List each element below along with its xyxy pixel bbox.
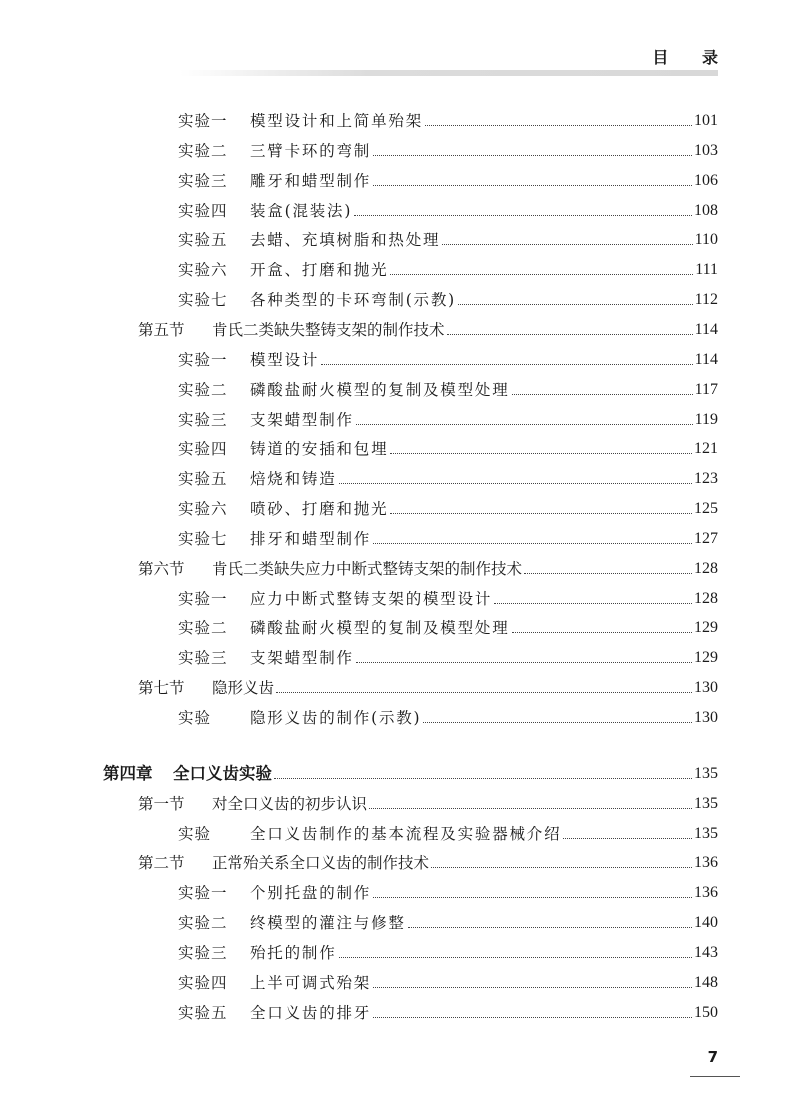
toc-entry-label bbox=[178, 588, 492, 610]
toc-entry-title: 排牙和蜡型制作 bbox=[250, 530, 372, 548]
toc-entry-label bbox=[178, 912, 406, 934]
toc-entry-number: 实验一 bbox=[178, 351, 228, 369]
toc-experiment-entry bbox=[178, 498, 718, 520]
toc-entry-number: 实验 bbox=[178, 709, 212, 727]
toc-entry-title: 正常殆关系全口义齿的制作技术 bbox=[212, 854, 430, 872]
toc-entry-label bbox=[178, 647, 354, 669]
toc-entry-number: 实验 bbox=[178, 825, 212, 843]
toc-entry-page: 108 bbox=[694, 202, 718, 219]
toc-entry-number: 实验五 bbox=[178, 1004, 228, 1022]
toc-entry-number: 实验一 bbox=[178, 112, 228, 130]
toc-entry-title: 支架蜡型制作 bbox=[250, 649, 354, 667]
toc-entry-page: 111 bbox=[695, 261, 718, 278]
toc-entry-title: 三臂卡环的弯制 bbox=[250, 142, 372, 160]
toc-entry-page: 148 bbox=[694, 974, 718, 991]
toc-entry-page: 127 bbox=[694, 530, 718, 547]
toc-entry-number: 实验三 bbox=[178, 411, 228, 429]
toc-dot-leader bbox=[423, 722, 692, 723]
toc-entry-title: 全口义齿实验 bbox=[173, 764, 272, 783]
page-number: 7 bbox=[707, 1048, 718, 1066]
toc-entry-page: 117 bbox=[694, 381, 718, 398]
toc-entry-label bbox=[178, 229, 440, 251]
toc-entry-page: 140 bbox=[694, 914, 718, 931]
toc-experiment-entry bbox=[178, 110, 718, 132]
toc-entry-label bbox=[178, 882, 371, 904]
toc-section-entry bbox=[138, 558, 718, 580]
toc-entry-label bbox=[178, 170, 371, 192]
toc-dot-leader bbox=[442, 244, 692, 245]
toc-entry-title: 对全口义齿的初步认识 bbox=[212, 795, 368, 813]
toc-dot-leader bbox=[390, 513, 692, 514]
toc-dot-leader bbox=[321, 364, 692, 365]
toc-entry-page: 135 bbox=[694, 825, 718, 842]
toc-entry-title: 殆托的制作 bbox=[250, 944, 337, 962]
toc-entry-title: 各种类型的卡环弯制(示教) bbox=[250, 291, 456, 309]
toc-entry-page: 106 bbox=[694, 172, 718, 189]
toc-experiment-entry bbox=[178, 647, 718, 669]
toc-entry-title: 焙烧和铸造 bbox=[250, 470, 337, 488]
toc-experiment-entry bbox=[178, 170, 718, 192]
toc-dot-leader bbox=[354, 215, 692, 216]
toc-entry-page: 136 bbox=[694, 854, 718, 871]
toc-entry-title: 个别托盘的制作 bbox=[250, 884, 372, 902]
toc-entry-number: 实验三 bbox=[178, 649, 228, 667]
toc-entry-page: 119 bbox=[694, 411, 718, 428]
toc-entry-number: 第七节 bbox=[138, 679, 185, 697]
toc-dot-leader bbox=[373, 987, 692, 988]
toc-entry-page: 129 bbox=[694, 619, 718, 636]
toc-entry-page: 125 bbox=[694, 500, 718, 517]
toc-entry-page: 129 bbox=[694, 649, 718, 666]
toc-dot-leader bbox=[276, 692, 692, 693]
toc-dot-leader bbox=[431, 867, 692, 868]
toc-section-entry bbox=[138, 677, 718, 699]
toc-entry-label bbox=[178, 528, 371, 550]
toc-entry-page: 112 bbox=[694, 291, 718, 308]
toc-experiment-entry bbox=[178, 200, 718, 222]
toc-entry-title: 雕牙和蜡型制作 bbox=[250, 172, 372, 190]
toc-entry-page: 114 bbox=[694, 351, 718, 368]
toc-dot-leader bbox=[373, 1017, 692, 1018]
toc-dot-leader bbox=[356, 662, 692, 663]
toc-dot-leader bbox=[373, 543, 692, 544]
toc-entry-title: 装盒(混装法) bbox=[250, 202, 353, 220]
toc-experiment-entry bbox=[178, 438, 718, 460]
toc-entry-label bbox=[138, 793, 367, 815]
toc-dot-leader bbox=[339, 957, 692, 958]
toc-entry-title: 支架蜡型制作 bbox=[250, 411, 354, 429]
toc-dot-leader bbox=[524, 573, 692, 574]
toc-entry-title: 全口义齿的排牙 bbox=[250, 1004, 372, 1022]
toc-dot-leader bbox=[447, 334, 693, 335]
toc-dot-leader bbox=[373, 155, 692, 156]
toc-entry-number: 实验一 bbox=[178, 884, 228, 902]
toc-entry-title: 应力中断式整铸支架的模型设计 bbox=[250, 590, 493, 608]
toc-entry-page: 135 bbox=[694, 765, 718, 782]
toc-entry-page: 150 bbox=[694, 1004, 718, 1021]
toc-entry-number: 实验三 bbox=[178, 172, 228, 190]
toc-dot-leader bbox=[339, 483, 692, 484]
toc-entry-title: 开盒、打磨和抛光 bbox=[250, 261, 389, 279]
toc-entry-label bbox=[178, 823, 561, 845]
toc-entry-label bbox=[178, 110, 423, 132]
toc-entry-number: 实验六 bbox=[178, 261, 228, 279]
toc-experiment-entry bbox=[178, 617, 718, 639]
toc-entry-page: 135 bbox=[694, 795, 718, 812]
toc-entry-title: 全口义齿制作的基本流程及实验器械介绍 bbox=[250, 825, 562, 843]
toc-dot-leader bbox=[373, 897, 692, 898]
toc-entry-label bbox=[138, 852, 429, 874]
toc-dot-leader bbox=[408, 927, 692, 928]
toc-entry-number: 实验三 bbox=[178, 944, 228, 962]
toc-entry-number: 实验二 bbox=[178, 619, 228, 637]
toc-experiment-entry bbox=[178, 468, 718, 490]
toc-experiment-entry bbox=[178, 409, 718, 431]
toc-entry-label bbox=[178, 200, 352, 222]
toc-experiment-entry bbox=[178, 912, 718, 934]
toc-entry-label bbox=[178, 498, 388, 520]
toc-entry-page: 101 bbox=[694, 112, 718, 129]
toc-entry-label bbox=[178, 438, 388, 460]
toc-entry-number: 实验六 bbox=[178, 500, 228, 518]
toc-entry-title: 去蜡、充填树脂和热处理 bbox=[250, 231, 441, 249]
toc-entry-label bbox=[178, 468, 337, 490]
toc-entry-page: 136 bbox=[694, 884, 718, 901]
toc-entry-title: 上半可调式殆架 bbox=[250, 974, 372, 992]
toc-experiment-entry bbox=[178, 942, 718, 964]
toc-entry-page: 123 bbox=[694, 470, 718, 487]
toc-experiment-entry bbox=[178, 588, 718, 610]
toc-entry-page: 130 bbox=[694, 679, 718, 696]
toc-dot-leader bbox=[390, 453, 692, 454]
toc-entry-number: 实验五 bbox=[178, 231, 228, 249]
toc-entry-title: 隐形义齿的制作(示教) bbox=[250, 709, 422, 727]
toc-entry-label bbox=[178, 707, 421, 729]
toc-entry-page: 103 bbox=[694, 142, 718, 159]
toc-dot-leader bbox=[373, 185, 692, 186]
toc-entry-label bbox=[178, 1002, 371, 1024]
toc-entry-label bbox=[178, 409, 354, 431]
toc-entry-page: 130 bbox=[694, 709, 718, 726]
toc-dot-leader bbox=[458, 304, 693, 305]
toc-entry-page: 110 bbox=[694, 231, 718, 248]
toc-dot-leader bbox=[274, 778, 692, 779]
toc-dot-leader bbox=[356, 424, 693, 425]
toc-entry-title: 磷酸盐耐火模型的复制及模型处理 bbox=[250, 381, 510, 399]
toc-entry-label bbox=[178, 617, 510, 639]
toc-entry-title: 磷酸盐耐火模型的复制及模型处理 bbox=[250, 619, 510, 637]
toc-section-entry bbox=[138, 793, 718, 815]
toc-entry-title: 终模型的灌注与修整 bbox=[250, 914, 406, 932]
toc-entry-label bbox=[178, 259, 388, 281]
toc-entry-label bbox=[178, 349, 319, 371]
toc-entry-label bbox=[138, 558, 522, 580]
toc-experiment-entry bbox=[178, 289, 718, 311]
toc-entry-number: 实验四 bbox=[178, 974, 228, 992]
toc-entry-title: 喷砂、打磨和抛光 bbox=[250, 500, 389, 518]
toc-section-entry bbox=[138, 319, 718, 341]
toc-experiment-entry bbox=[178, 882, 718, 904]
toc-entry-number: 第六节 bbox=[138, 560, 185, 578]
toc-entry-title: 模型设计 bbox=[250, 351, 320, 369]
toc-entry-number: 第二节 bbox=[138, 854, 185, 872]
toc-entry-number: 实验四 bbox=[178, 202, 228, 220]
toc-entry-label bbox=[178, 379, 510, 401]
toc-experiment-entry bbox=[178, 140, 718, 162]
toc-experiment-entry bbox=[178, 707, 718, 729]
toc-entry-title: 模型设计和上简单殆架 bbox=[250, 112, 424, 130]
toc-experiment-entry bbox=[178, 379, 718, 401]
toc-entry-number: 实验四 bbox=[178, 440, 228, 458]
toc-entry-label bbox=[178, 942, 337, 964]
toc-entry-number: 实验二 bbox=[178, 381, 228, 399]
toc-entry-page: 128 bbox=[694, 560, 718, 577]
toc-entry-title: 铸道的安插和包埋 bbox=[250, 440, 389, 458]
toc-entry-number: 实验一 bbox=[178, 590, 228, 608]
toc-dot-leader bbox=[425, 125, 692, 126]
toc-dot-leader bbox=[390, 274, 693, 275]
toc-entry-title: 肯氏二类缺失应力中断式整铸支架的制作技术 bbox=[212, 560, 523, 578]
toc-dot-leader bbox=[369, 808, 692, 809]
toc-entry-label bbox=[178, 140, 371, 162]
toc-entry-number: 第四章 bbox=[103, 764, 153, 783]
toc-entry-number: 实验七 bbox=[178, 291, 228, 309]
toc-experiment-entry bbox=[178, 972, 718, 994]
toc-entry-title: 隐形义齿 bbox=[212, 679, 275, 697]
running-header-title: 目 录 bbox=[652, 48, 732, 67]
toc-entry-page: 143 bbox=[694, 944, 718, 961]
toc-experiment-entry bbox=[178, 823, 718, 845]
toc-entry-number: 实验七 bbox=[178, 530, 228, 548]
toc-entry-label bbox=[138, 677, 274, 699]
toc-entry-number: 实验二 bbox=[178, 914, 228, 932]
toc-dot-leader bbox=[563, 838, 692, 839]
toc-chapter-entry bbox=[103, 763, 718, 785]
toc-entry-label bbox=[103, 763, 272, 785]
toc-entry-label bbox=[138, 319, 445, 341]
toc-experiment-entry bbox=[178, 259, 718, 281]
toc-entry-number: 实验五 bbox=[178, 470, 228, 488]
toc-experiment-entry bbox=[178, 1002, 718, 1024]
toc-entry-number: 实验二 bbox=[178, 142, 228, 160]
toc-entry-number: 第一节 bbox=[138, 795, 185, 813]
toc-entry-page: 114 bbox=[694, 321, 718, 338]
toc-experiment-entry bbox=[178, 349, 718, 371]
toc-entry-page: 121 bbox=[694, 440, 718, 457]
toc-experiment-entry bbox=[178, 528, 718, 550]
footer-rule bbox=[690, 1076, 740, 1077]
toc-entry-label bbox=[178, 972, 371, 994]
toc-dot-leader bbox=[512, 632, 692, 633]
toc-section-entry bbox=[138, 852, 718, 874]
toc-entry-title: 肯氏二类缺失整铸支架的制作技术 bbox=[212, 321, 445, 339]
toc-entry-number: 第五节 bbox=[138, 321, 185, 339]
toc-dot-leader bbox=[512, 394, 693, 395]
toc-dot-leader bbox=[494, 603, 692, 604]
toc-experiment-entry bbox=[178, 229, 718, 251]
toc-entry-label bbox=[178, 289, 456, 311]
toc-entry-page: 128 bbox=[694, 590, 718, 607]
